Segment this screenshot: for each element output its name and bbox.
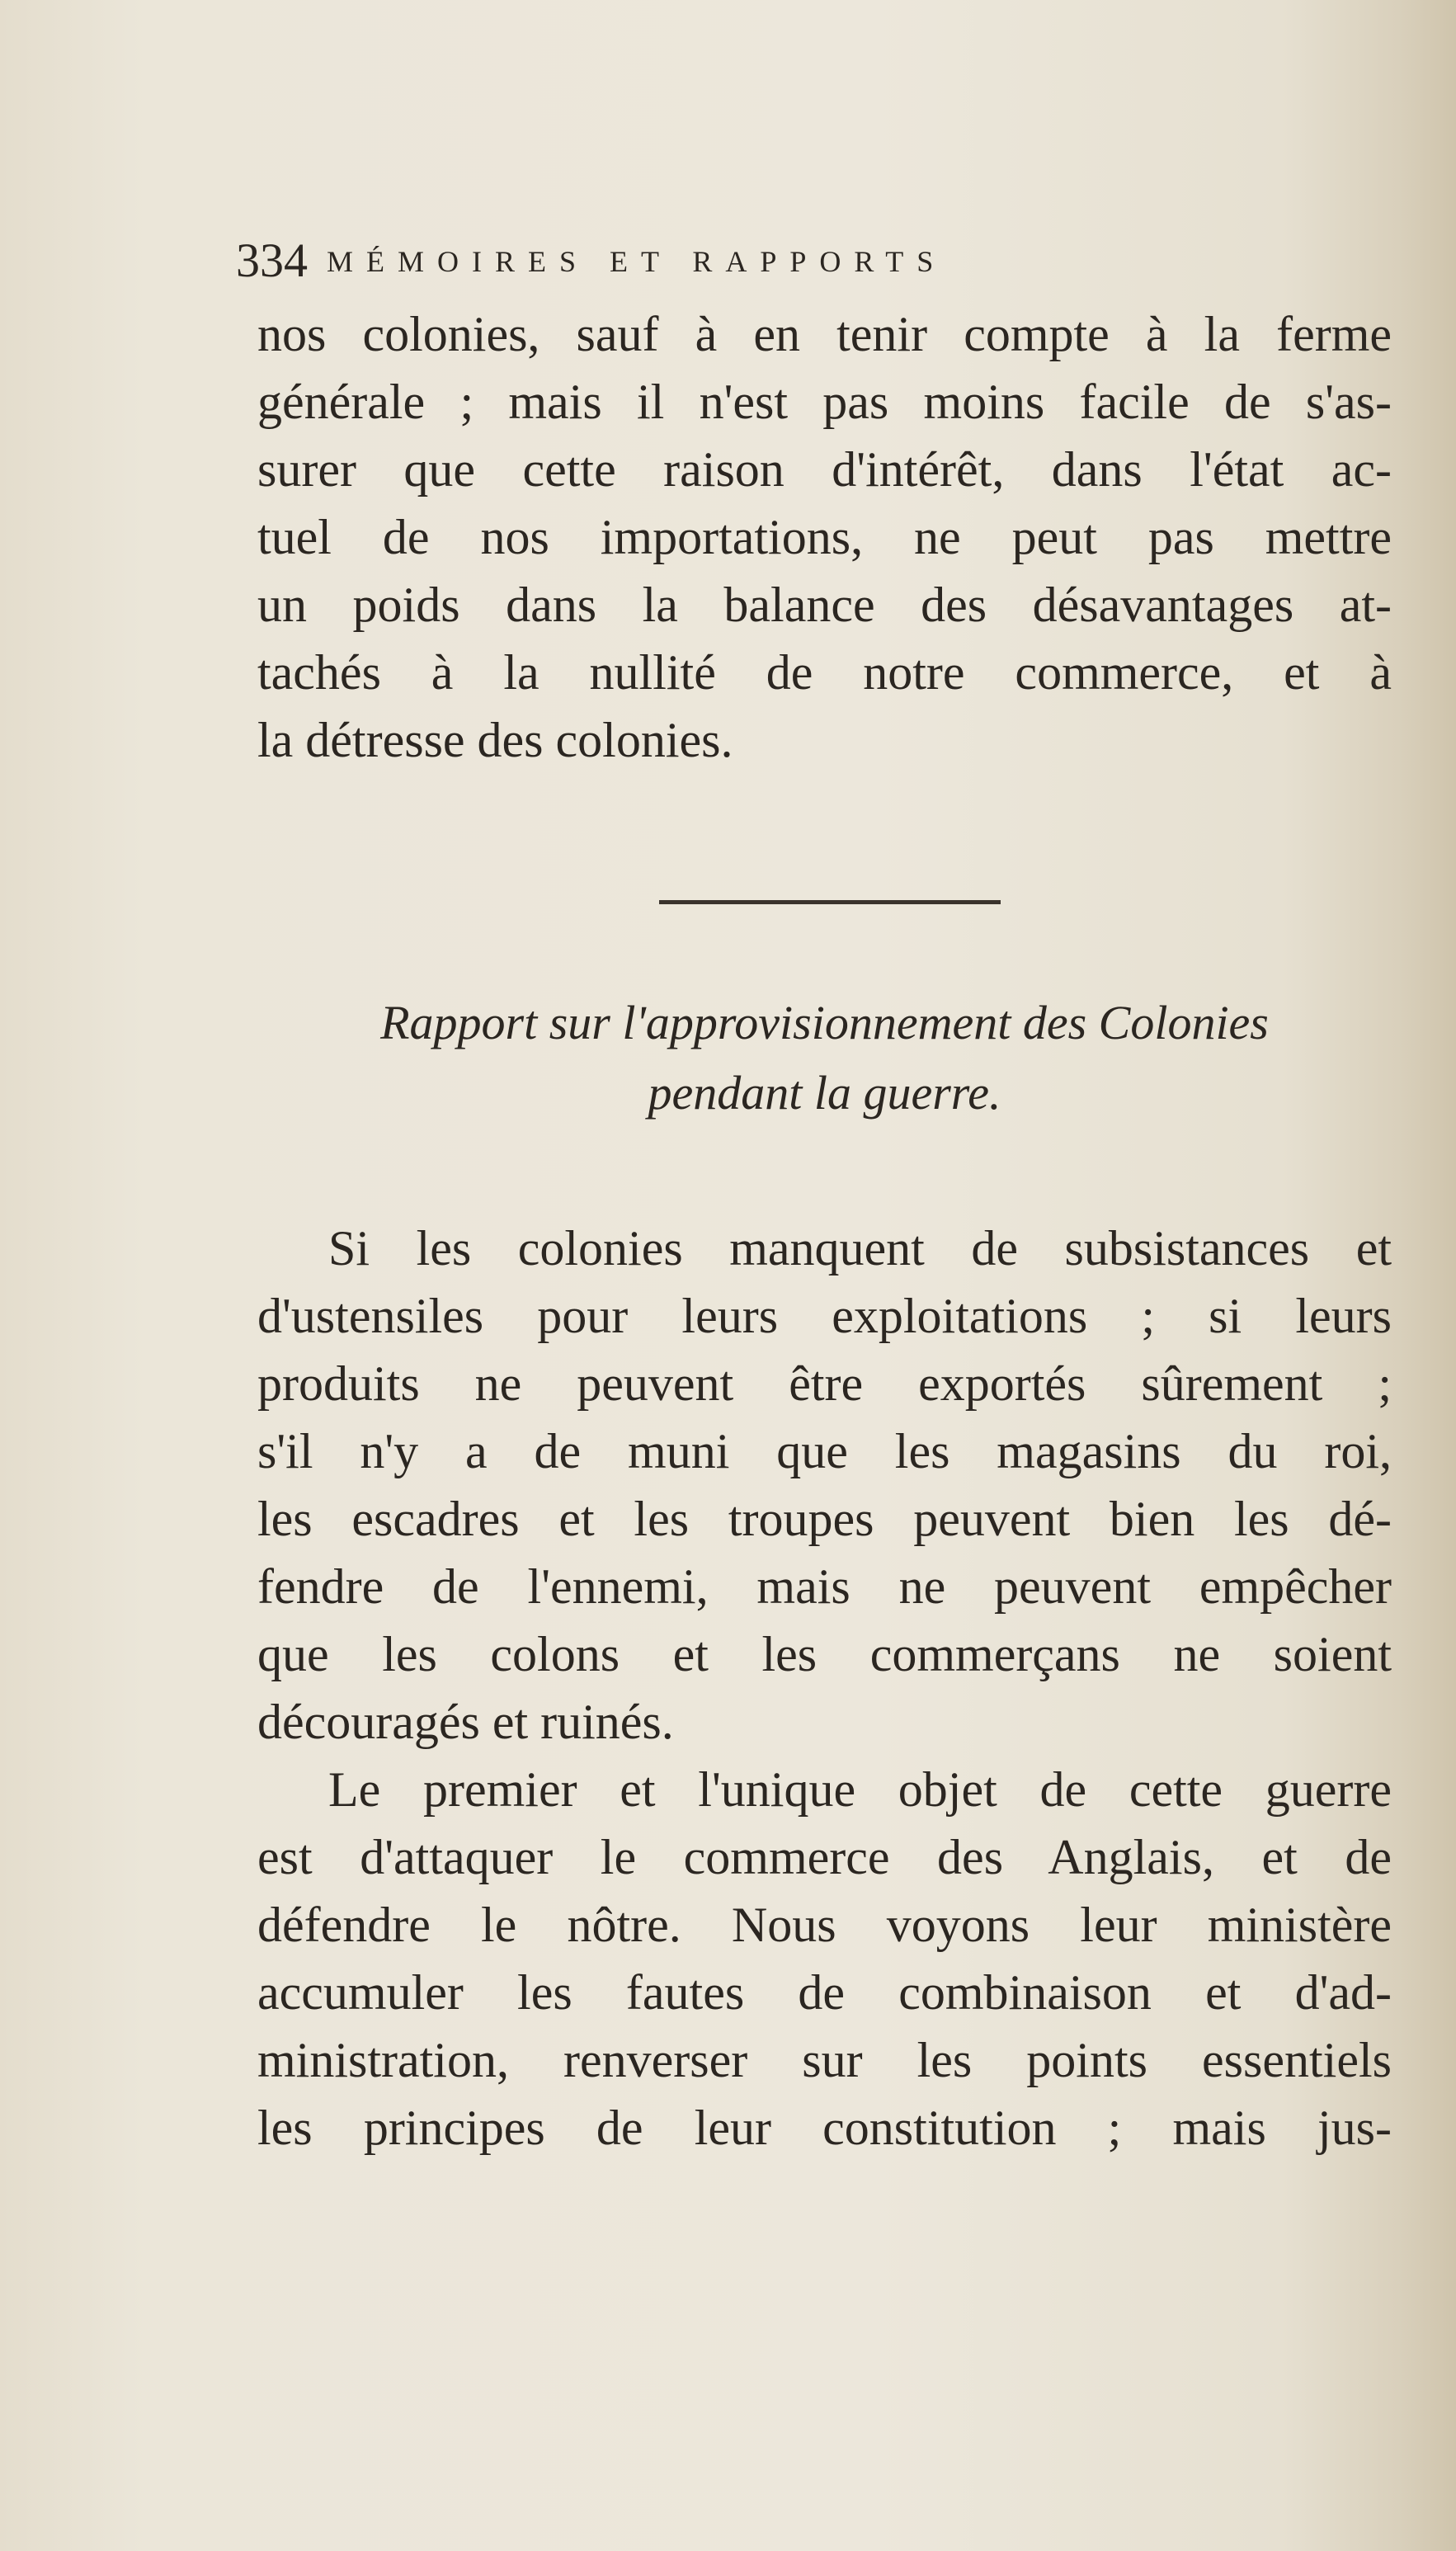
text-line: d'ustensiles pour leurs exploitations ; si leurs: [257, 1289, 1392, 1343]
running-header: [236, 233, 1341, 290]
text-line: la détresse des colonies.: [257, 713, 733, 767]
text-line: Si les colonies manquent de subsistances et: [328, 1221, 1392, 1276]
text-line: fendre de l'ennemi, mais ne peuvent empêcher: [257, 1559, 1392, 1614]
text-line: découragés et ruinés.: [257, 1695, 674, 1749]
text-line: ministration, renverser sur les points essentiels: [257, 2033, 1392, 2087]
text-line: nos colonies, sauf à en tenir compte à la ferme: [257, 307, 1392, 361]
text-line: tachés à la nullité de notre commerce, et à: [257, 645, 1392, 700]
text-line: s'il n'y a de muni que les magasins du roi,: [257, 1424, 1392, 1478]
text-line: générale ; mais il n'est pas moins facile de s'as-: [257, 375, 1392, 429]
running-title: MÉMOIRES ET RAPPORTS: [327, 245, 947, 278]
text-line: surer que cette raison d'intérêt, dans l'état ac-: [257, 442, 1392, 497]
text-line: un poids dans la balance des désavantages at-: [257, 578, 1392, 632]
text-line: est d'attaquer le commerce des Anglais, et de: [257, 1830, 1392, 1884]
text-line: les escadres et les troupes peuvent bien les dé-: [257, 1492, 1392, 1546]
text-line: Le premier et l'unique objet de cette guerre: [328, 1762, 1392, 1817]
text-line: accumuler les fautes de combinaison et d'ad-: [257, 1965, 1392, 2020]
text-line: les principes de leur constitution ; mais jus-: [257, 2101, 1392, 2155]
section-title-line: pendant la guerre.: [648, 1066, 1001, 1120]
text-line: produits ne peuvent être exportés sûrement ;: [257, 1356, 1392, 1411]
text-line: défendre le nôtre. Nous voyons leur ministère: [257, 1898, 1392, 1952]
section-title-line: Rapport sur l'approvisionnement des Colonies: [380, 996, 1269, 1049]
page-number: 334: [236, 233, 308, 287]
text-line: tuel de nos importations, ne peut pas mettre: [257, 510, 1392, 564]
section-divider: [659, 900, 1001, 904]
text-line: que les colons et les commerçans ne soient: [257, 1627, 1392, 1681]
